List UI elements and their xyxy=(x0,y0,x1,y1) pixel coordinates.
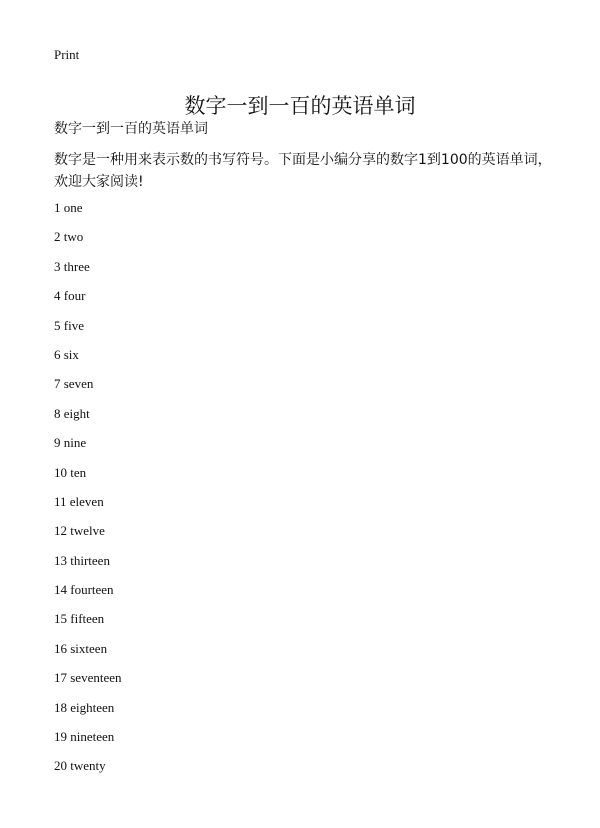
list-item: 13 thirteen xyxy=(54,552,110,568)
list-item: 16 sixteen xyxy=(54,640,108,656)
list-item: 4 four xyxy=(54,288,86,304)
list-item: 9 nine xyxy=(54,435,87,451)
intro-paragraph: 数字是一种用来表示数的书写符号。下面是小编分享的数字1到100的英语单词，欢迎大家阅读! xyxy=(54,152,552,190)
list-item: 11 eleven xyxy=(54,493,104,509)
list-item: 2 two xyxy=(54,229,84,245)
list-item: 5 five xyxy=(54,317,84,333)
list-item: 10 ten xyxy=(54,464,87,480)
list-item: 7 seven xyxy=(54,376,94,392)
list-item: 18 eighteen xyxy=(54,699,115,715)
document-title: 数字一到一百的英语单词 xyxy=(184,94,416,119)
list-item: 14 fourteen xyxy=(54,582,114,598)
list-item: 3 three xyxy=(54,258,90,274)
list-item: 15 fifteen xyxy=(54,611,105,627)
list-item: 8 eight xyxy=(54,405,90,421)
list-item: 6 six xyxy=(54,346,79,362)
document-subtitle: 数字一到一百的英语单词 xyxy=(54,121,208,137)
list-item: 17 seventeen xyxy=(54,670,122,686)
list-item: 19 nineteen xyxy=(54,729,115,745)
list-item: 20 twenty xyxy=(54,758,106,774)
list-item: 1 one xyxy=(54,200,83,215)
number-word-list xyxy=(54,198,122,786)
list-item: 12 twelve xyxy=(54,523,105,539)
print-link[interactable]: Print xyxy=(54,47,80,62)
